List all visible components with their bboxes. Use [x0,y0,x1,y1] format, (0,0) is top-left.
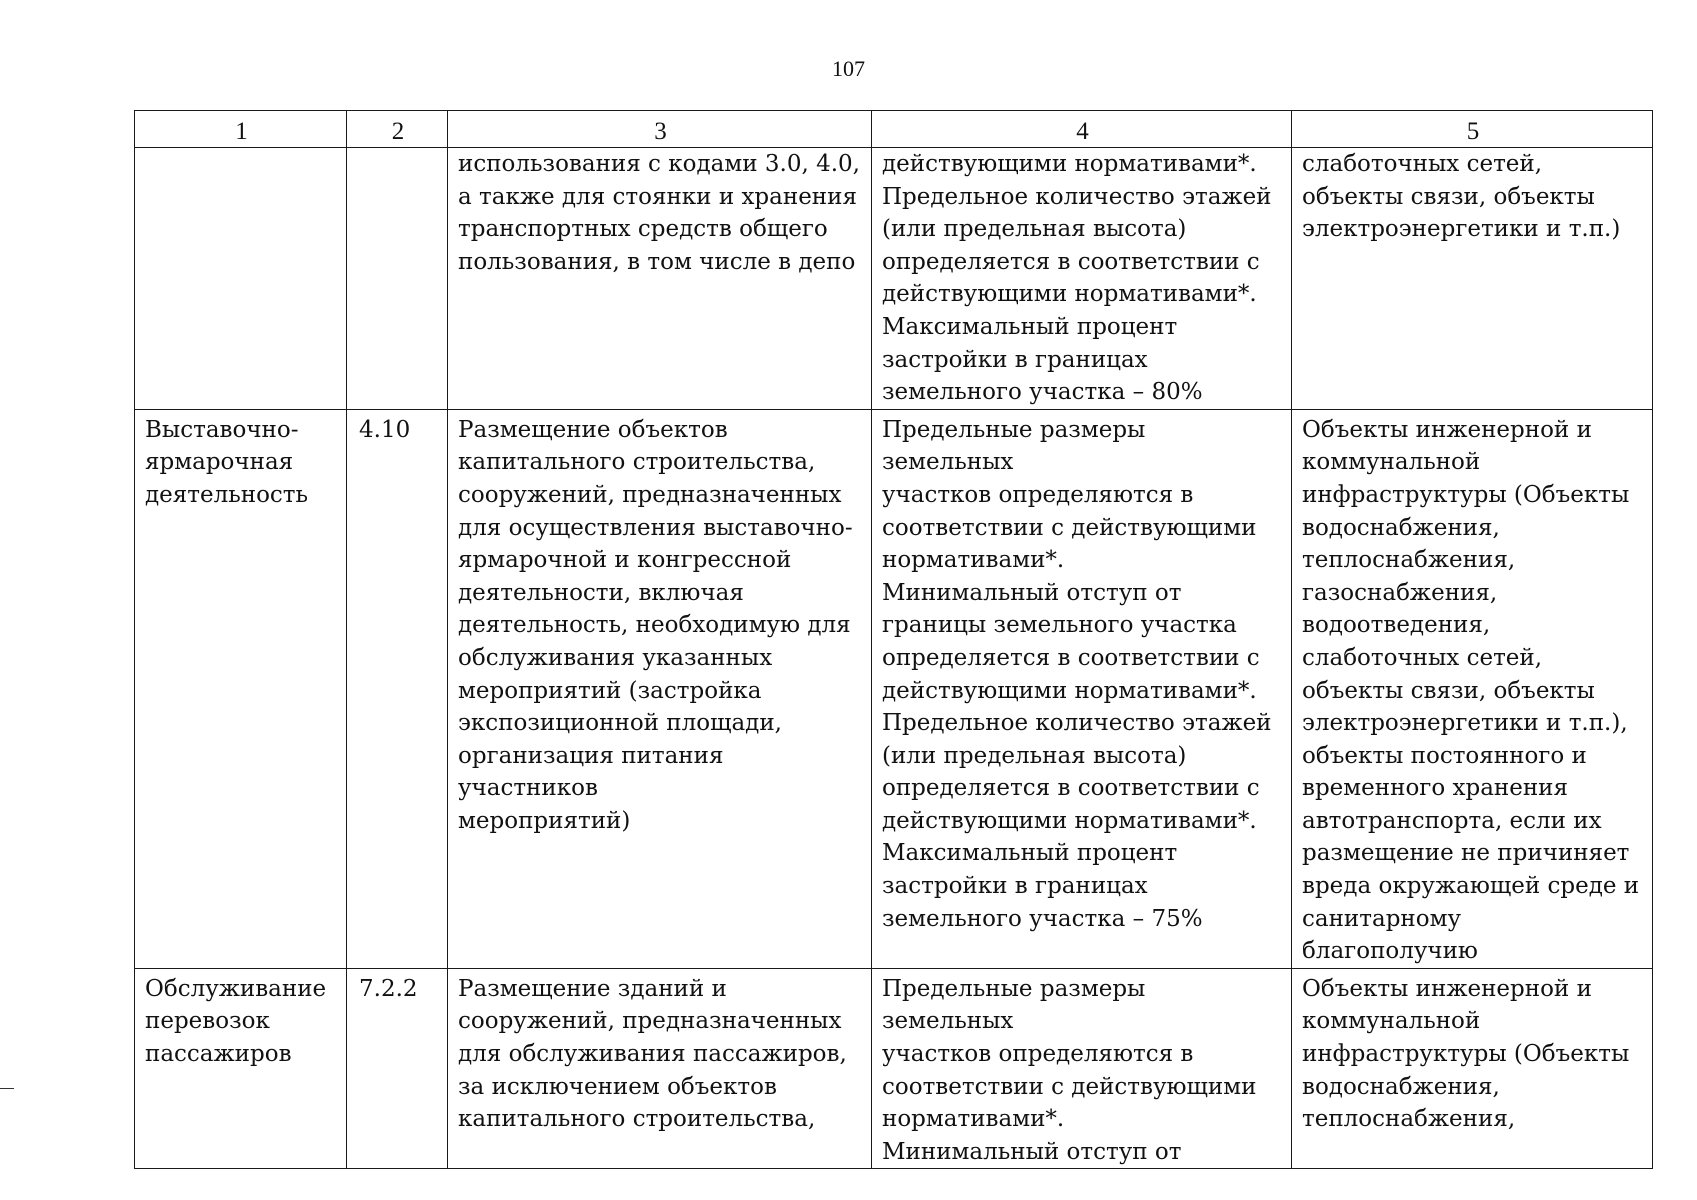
limit-parameters: Предельные размеры земельных участков определяются в соответствии с действующими нормативами*. Минимальный отступ от границы земельного участка определяется в соответствии с действующими нормативами*. Предельное количество этажей (или предельная высота) определяется в соответствии с действующими нормативами*. Максимальный процент застройки в границах земельного участка – 75% [872,409,1292,968]
page-number: 107 [832,56,865,81]
use-type-code: 4.10 [347,409,448,968]
auxiliary-uses: Объекты инженерной и коммунальной инфраструктуры (Объекты водоснабжения, теплоснабжения, газоснабжения, водоотведения, слаботочных сетей, объекты связи, объекты электроэнергетики и т.п.), объекты постоянного и временного хранения автотранспорта, если их размещение не причиняет вреда окружающей среде и санитарному благополучию [1292,409,1653,968]
use-type-description: Размещение зданий и сооружений, предназначенных для обслуживания пассажиров, за исключением объектов капитального строительства, [448,968,872,1169]
limit-parameters: действующими нормативами*. Предельное количество этажей (или предельная высота) определяется в соответствии с действующими нормативами*. Максимальный процент застройки в границах земельного участка – 80% [872,148,1292,410]
table-row [135,968,1653,1169]
use-type-name [135,148,347,410]
limit-parameters: Предельные размеры земельных участков определяются в соответствии с действующими нормативами*. Минимальный отступ от [872,968,1292,1169]
auxiliary-uses: Объекты инженерной и коммунальной инфраструктуры (Объекты водоснабжения, теплоснабжения, [1292,968,1653,1169]
margin-mark [0,1088,14,1089]
column-header-1: 1 [135,111,347,148]
auxiliary-uses: слаботочных сетей, объекты связи, объекты электроэнергетики и т.п.) [1292,148,1653,410]
column-header-2: 2 [347,111,448,148]
column-header-4: 4 [872,111,1292,148]
use-type-name: Обслуживание перевозок пассажиров [135,968,347,1169]
use-type-description: использования с кодами 3.0, 4.0, а также для стоянки и хранения транспортных средств общего пользования, в том числе в депо [448,148,872,410]
table-row [135,148,1653,410]
use-type-code: 7.2.2 [347,968,448,1169]
column-header-5: 5 [1292,111,1653,148]
use-type-description: Размещение объектов капитального строительства, сооружений, предназначенных для осуществления выставочно- ярмарочной и конгрессной деятельности, включая деятельность, необходимую для обслуживания указанных мероприятий (застройка экспозиционной площади, организация питания участников мероприятий) [448,409,872,968]
table-row [135,409,1653,968]
land-use-regulations-table [134,110,1653,1169]
use-type-name: Выставочно- ярмарочная деятельность [135,409,347,968]
column-header-3: 3 [448,111,872,148]
use-type-code [347,148,448,410]
table-header-row [135,111,1653,148]
